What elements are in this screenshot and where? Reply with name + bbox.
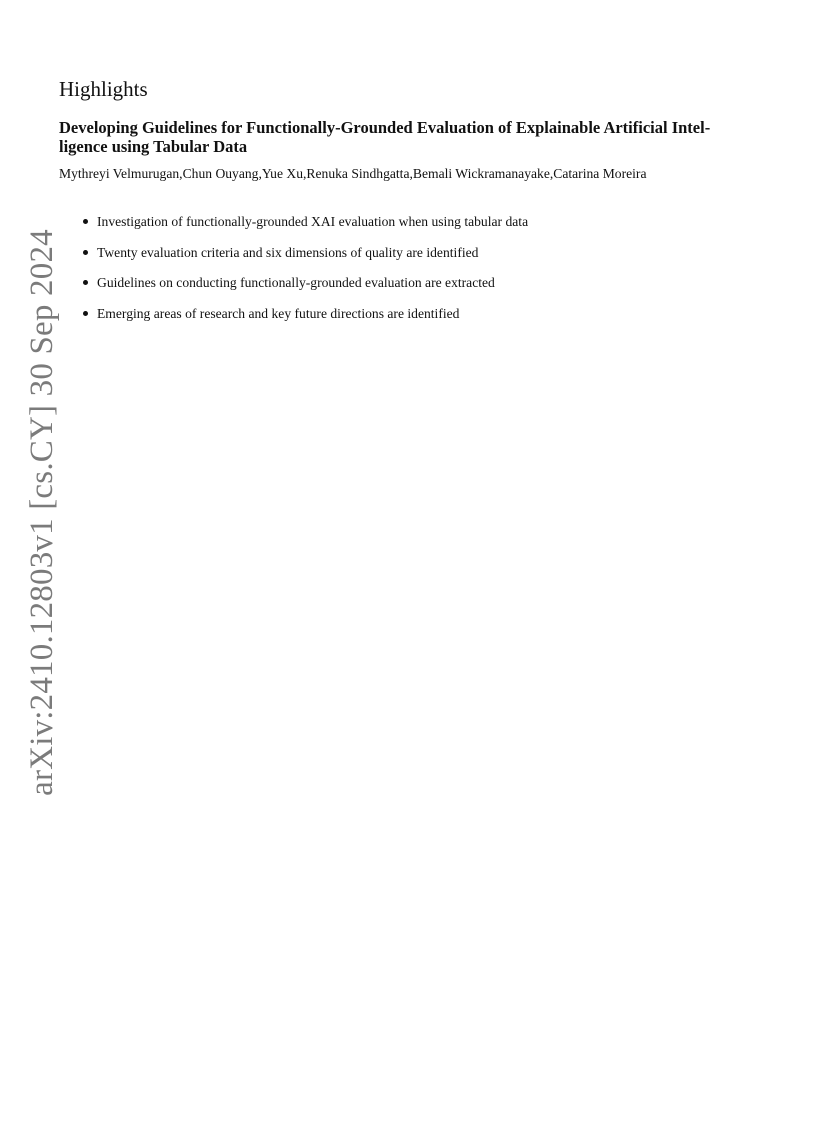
highlight-text: Emerging areas of research and key future directions are identified <box>97 305 460 321</box>
bullet-icon <box>83 311 88 316</box>
highlight-text: Twenty evaluation criteria and six dimensions of quality are identified <box>97 244 479 260</box>
bullet-icon <box>83 219 88 224</box>
bullet-icon <box>83 250 88 255</box>
author-list: Mythreyi Velmurugan,Chun Ouyang,Yue Xu,Renuka Sindhgatta,Bemali Wickramanayake,Catarina Moreira <box>59 166 647 181</box>
highlight-item <box>80 212 528 243</box>
paper-title-line-1: Developing Guidelines for Functionally-Grounded Evaluation of Explainable Artificial Intel- <box>59 118 711 137</box>
highlight-text: Investigation of functionally-grounded XAI evaluation when using tabular data <box>97 214 529 229</box>
paper-title-line-2: ligence using Tabular Data <box>59 137 248 156</box>
highlights-list <box>80 212 528 334</box>
highlight-item <box>80 304 528 335</box>
highlight-text: Guidelines on conducting functionally-grounded evaluation are extracted <box>97 275 495 290</box>
bullet-icon <box>83 280 88 285</box>
highlights-heading: Highlights <box>59 77 148 101</box>
arxiv-identifier-stamp <box>20 228 64 796</box>
arxiv-identifier-text: arXiv:2410.12803v1 [cs.CY] 30 Sep 2024 <box>23 228 60 796</box>
highlight-item <box>80 243 528 274</box>
paper-title <box>59 118 771 156</box>
highlight-item <box>80 273 528 304</box>
